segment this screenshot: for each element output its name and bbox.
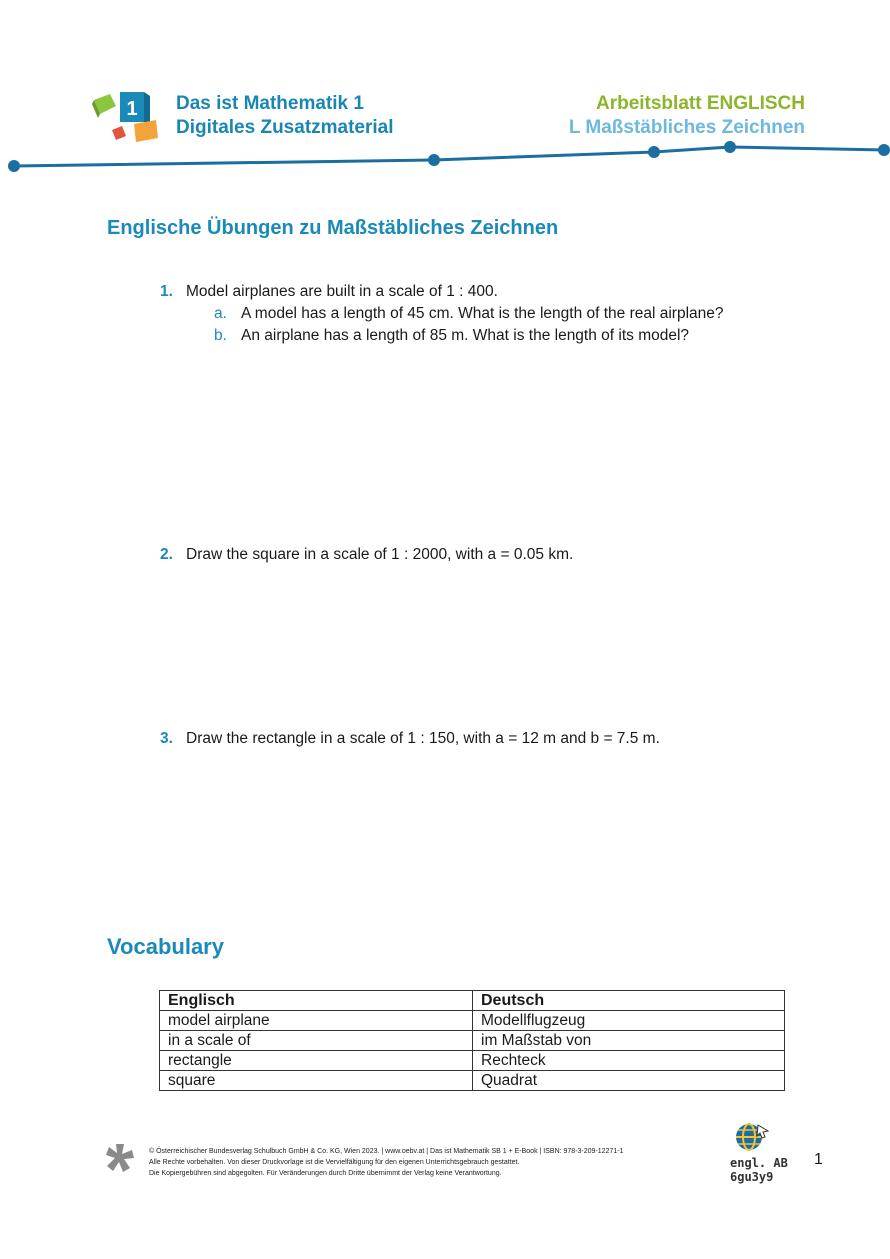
subtask-text: A model has a length of 45 cm. What is the length of the real airplane? [241, 305, 724, 322]
table-cell: Modellflugzeug [473, 1011, 785, 1031]
task-text: Model airplanes are built in a scale of 1 : 400. [186, 283, 498, 300]
header-worksheet-type: Arbeitsblatt ENGLISCH [595, 93, 805, 114]
task-number: 2. [160, 546, 173, 563]
task-1 [160, 281, 724, 347]
online-code [730, 1156, 788, 1184]
header-subtitle: Digitales Zusatzmaterial [176, 117, 394, 138]
subtask-text: An airplane has a length of 85 m. What is the length of its model? [241, 327, 690, 344]
vocabulary-title: Vocabulary [107, 934, 224, 959]
table-cell: im Maßstab von [473, 1031, 785, 1051]
table-cell: in a scale of [160, 1031, 473, 1051]
subtask-label: a. [214, 305, 227, 322]
footer-line: Alle Rechte vorbehalten. Von dieser Druckvorlage ist die Vervielfältigung für den eigenen Unterrichtsgebrauch gestattet. [149, 1159, 520, 1166]
subtask-label: b. [214, 327, 227, 344]
code-value: 6gu3y9 [730, 1170, 774, 1184]
table-cell: rectangle [160, 1051, 473, 1071]
footer-line: © Österreichischer Bundesverlag Schulbuch GmbH & Co. KG, Wien 2023. | www.oebv.at | Das ist Mathematik SB 1 + E-Book | ISBN: 978-3-209-12271-1 [149, 1148, 624, 1155]
code-label: engl. AB [730, 1156, 788, 1170]
table-row [160, 1051, 785, 1071]
header-right [569, 92, 805, 140]
task-text: Draw the rectangle in a scale of 1 : 150, with a = 12 m and b = 7.5 m. [186, 730, 660, 747]
table-row [160, 1071, 785, 1091]
task-3 [160, 728, 660, 750]
table-cell: Quadrat [473, 1071, 785, 1091]
vocabulary-table [159, 990, 785, 1091]
publisher-logo-icon [104, 1142, 136, 1174]
task-text: Draw the square in a scale of 1 : 2000, with a = 0.05 km. [186, 546, 574, 563]
header-divider-line [0, 138, 890, 174]
task-number: 3. [160, 730, 173, 747]
column-header: Deutsch [473, 991, 785, 1011]
footer-line: Die Kopiergebühren sind abgegolten. Für Veränderungen durch Dritte übernimmt der Verlag keine Verantwortung. [149, 1170, 502, 1177]
page-number: 1 [814, 1151, 823, 1168]
table-cell: square [160, 1071, 473, 1091]
globe-icon [734, 1121, 770, 1153]
page-title: Englische Übungen zu Maßstäbliches Zeichnen [107, 217, 559, 239]
header-left [176, 92, 394, 140]
task-number: 1. [160, 283, 173, 300]
task-2 [160, 544, 573, 566]
table-row [160, 1031, 785, 1051]
footer-copyright [149, 1146, 623, 1179]
table-row [160, 1011, 785, 1031]
table-header-row [160, 991, 785, 1011]
table-cell: Rechteck [473, 1051, 785, 1071]
header-book-title: Das ist Mathematik 1 [176, 93, 364, 114]
column-header: Englisch [160, 991, 473, 1011]
table-cell: model airplane [160, 1011, 473, 1031]
logo-digit: 1 [126, 98, 138, 120]
header-topic: L Maßstäbliches Zeichnen [568, 117, 805, 138]
